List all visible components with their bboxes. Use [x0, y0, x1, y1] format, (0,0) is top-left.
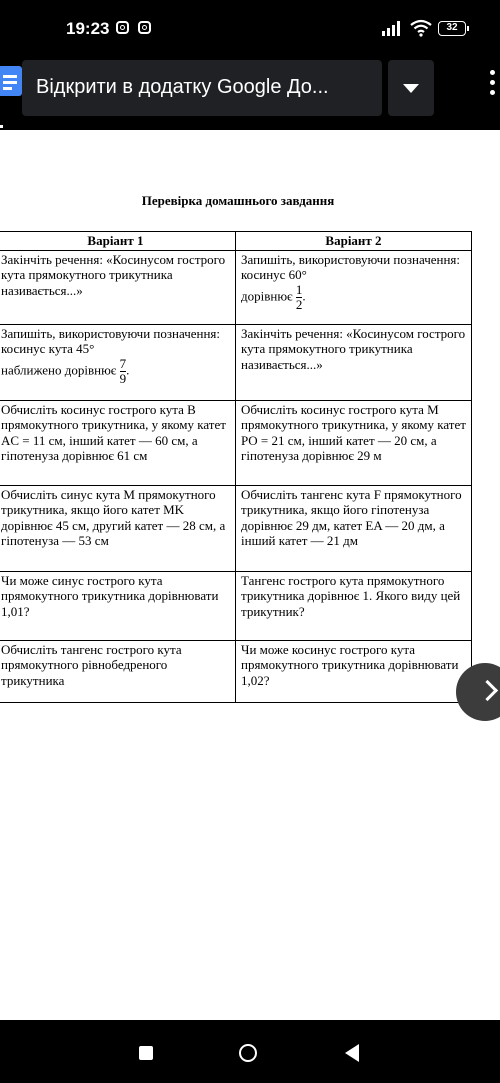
dropdown-button[interactable]: [388, 60, 434, 116]
table-row: [0, 400, 472, 485]
navigation-bar: [0, 1020, 500, 1083]
open-in-app-button[interactable]: [22, 60, 382, 116]
fraction-denominator: 2: [295, 296, 303, 312]
table-cell: Обчисліть косинус гострого кута В прямокутного трикутника, у якому катет AC = 11 см, інший катет — 60 см, а гіпотенуза дорівнює 61 см: [0, 400, 236, 485]
table-cell: [0, 324, 236, 400]
more-vert-icon[interactable]: [490, 70, 496, 106]
instagram-icon: [116, 21, 129, 34]
back-icon[interactable]: [345, 1044, 359, 1062]
cell-text: .: [302, 287, 306, 303]
header-variant-2: Варіант 2: [236, 232, 472, 251]
chevron-down-icon: [403, 84, 419, 93]
fraction-numerator: 7: [119, 355, 127, 371]
wifi-icon: [409, 19, 433, 37]
table-cell: Закінчіть речення: «Косинусом гострого кута прямокутного трикутника називається...»: [0, 250, 236, 324]
recents-icon[interactable]: [139, 1046, 153, 1060]
table-row: [0, 640, 472, 702]
table-row: [0, 250, 472, 324]
table-cell: Обчисліть тангенс кута F прямокутного трикутника, якщо його гіпотенуза дорівнює 29 дм, катет EA — 20 дм, а інший катет — 21 дм: [236, 485, 472, 571]
status-bar: [0, 0, 500, 58]
chevron-right-icon: [477, 680, 498, 701]
fraction-numerator: 1: [295, 281, 303, 297]
google-docs-icon: [0, 66, 22, 96]
table-row: [0, 485, 472, 571]
cell-text: наближено дорівнює: [1, 361, 117, 377]
open-in-app-label: Відкрити в додатку Google До...: [36, 76, 329, 98]
table-cell: Обчисліть синус кута M прямокутного трикутника, якщо його катет MK дорівнює 45 см, другий катет — 28 см, а гіпотенуза — 53 см: [0, 485, 236, 571]
cell-text: .: [126, 361, 130, 377]
table-cell: [236, 250, 472, 324]
table-cell: Обчисліть тангенс гострого кута прямокутного рівнобедреного трикутника: [0, 640, 236, 702]
document-page: [0, 130, 500, 1020]
table-header-row: [0, 232, 472, 251]
signal-icon: [382, 20, 404, 36]
home-icon[interactable]: [239, 1044, 257, 1062]
homework-table: [0, 231, 472, 703]
header-variant-1: Варіант 1: [0, 232, 236, 251]
table-row: [0, 324, 472, 400]
table-cell: Чи може синус гострого кута прямокутного трикутника дорівнювати 1,01?: [0, 571, 236, 640]
table-row: [0, 571, 472, 640]
divider-dot: [0, 125, 3, 128]
table-cell: Закінчіть речення: «Косинусом гострого кута прямокутного трикутника називається...»: [236, 324, 472, 400]
document-title: Перевірка домашнього завдання: [141, 193, 335, 208]
table-cell: Чи може косинус гострого кута прямокутного трикутника дорівнювати 1,02?: [236, 640, 472, 702]
cell-text: Запишіть, використовуючи позначення: косинус 60°: [241, 251, 461, 282]
table-cell: Тангенс гострого кута прямокутного трикутника дорівнює 1. Якого виду цей трикутник?: [236, 571, 472, 640]
fraction-denominator: 9: [119, 370, 127, 386]
instagram-icon: [138, 21, 151, 34]
cell-text: дорівнює: [241, 287, 293, 303]
status-time: 19:23: [66, 19, 110, 38]
cell-text: Запишіть, використовуючи позначення: косинус кута 45°: [1, 325, 221, 356]
battery-icon: 32: [438, 21, 466, 36]
table-cell: Обчисліть косинус гострого кута М прямокутного трикутника, у якому катет PO = 21 см, інший катет — 20 см, а гіпотенуза дорівнює 29 м: [236, 400, 472, 485]
